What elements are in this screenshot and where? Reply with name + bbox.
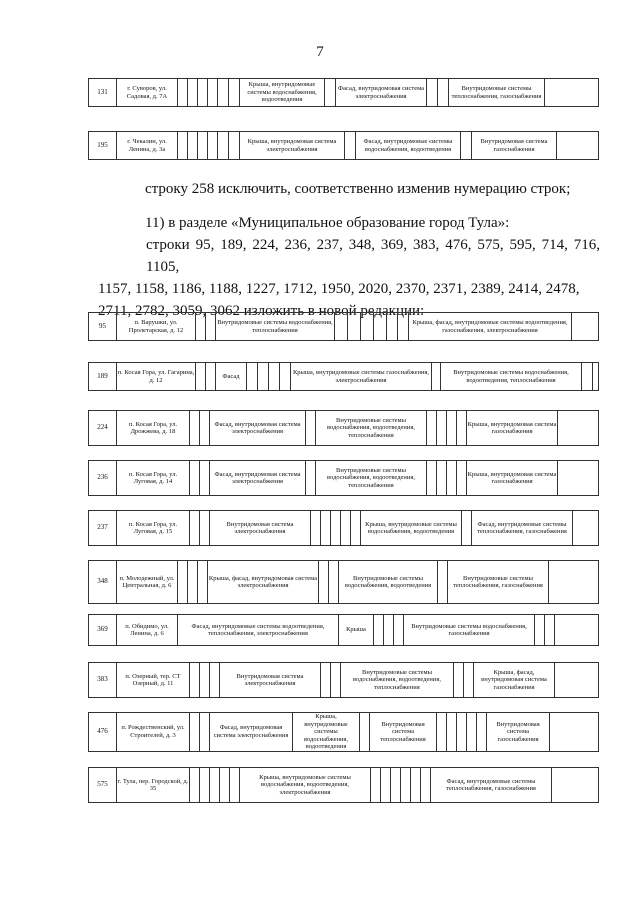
row-work: Крыша, фасад, внутридомовая система электроснабжения: [208, 561, 319, 604]
table-row: [88, 712, 599, 752]
row-work: Внутридомовая система газоснабжения: [487, 713, 550, 752]
paragraph-line: 1157, 1158, 1186, 1188, 1227, 1712, 1950, 2020, 2370, 2371, 2389, 2414, 2478,: [98, 281, 580, 297]
row-work: Фасад, внутридомовые системы водоснабжения, водоотведения: [356, 132, 461, 160]
row-address: п. Косая Гора, ул. Дрожжева, д. 18: [117, 411, 190, 446]
row-work: Внутридомовые системы водоснабжения, теплоснабжения: [216, 313, 335, 341]
row-work: Фасад: [216, 363, 247, 391]
row-work: Крыша, внутридомовая система газоснабжения: [467, 461, 558, 496]
row-work: Крыша, фасад, внутридомовые системы водоотведения, газоснабжения, электроснабжения: [409, 313, 572, 341]
row-address: п. Обидимо, ул. Ленина, д. 6: [117, 615, 178, 646]
row-work: Внутридомовые системы водоснабжения, водоотведения, теплоснабжения: [316, 411, 427, 446]
row-address: п. Варушки, ул. Пролетарская, д. 12: [117, 313, 196, 341]
row-work: Внутридомовые системы теплоснабжения, газоснабжения: [448, 561, 549, 604]
row-work: Внутридомовая система электроснабжения: [220, 663, 321, 698]
table-row: [88, 560, 599, 604]
row-number: 383: [89, 663, 117, 698]
row-work: Крыша, фасад, внутридомовая система газоснабжения: [474, 663, 555, 698]
row-work: Внутридомовые системы водоснабжения, водоотведения, теплоснабжения: [316, 461, 427, 496]
row-number: 95: [89, 313, 117, 341]
row-work: Внутридомовые системы водоснабжения, водоотведения: [339, 561, 438, 604]
row-work: Крыша, внутридомовые системы водоснабжения, водоотведения: [293, 713, 360, 752]
row-address: п. Косая Гора, ул. Гагарина, д. 12: [117, 363, 196, 391]
row-work: Внутридомовая система теплоснабжения: [370, 713, 437, 752]
row-address: г. Суворов, ул. Садовая, д. 7А: [117, 79, 178, 107]
row-work: Фасад, внутридомовые системы водоотведения, теплоснабжения, электроснабжения: [178, 615, 339, 646]
row-work: Внутридомовая система газоснабжения: [472, 132, 557, 160]
row-work: Крыша: [339, 615, 374, 646]
row-number: 348: [89, 561, 117, 604]
row-work: Крыша, внутридомовая система электроснабжения: [240, 132, 345, 160]
row-number: 195: [89, 132, 117, 160]
row-work: Фасад, внутридомовая система электроснабжения: [210, 411, 306, 446]
row-work: Фасад, внутридомовые системы теплоснабжения, газоснабжения: [431, 768, 552, 803]
table-row: [88, 460, 599, 496]
row-work: Внутридомовая система электроснабжения: [210, 511, 311, 546]
row-work: Крыша, внутридомовые системы газоснабжения, электроснабжения: [291, 363, 432, 391]
row-work: Внутридомовые системы теплоснабжения, газоснабжения: [449, 79, 545, 107]
text-rows-paragraph: [98, 234, 600, 322]
row-number: 575: [89, 768, 117, 803]
text-exclude-line: строку 258 исключить, соответственно изменив нумерацию строк;: [145, 181, 571, 197]
row-address: п. Молодежный, ул. Центральная, д. 6: [117, 561, 178, 604]
table-row: [88, 362, 599, 391]
table-row: [88, 767, 599, 803]
row-number: 369: [89, 615, 117, 646]
table-row: [88, 662, 599, 698]
page-number: 7: [316, 44, 324, 60]
row-address: п. Косая Гора, ул. Луговая, д. 15: [117, 511, 190, 546]
row-work: Внутридомовые системы водоснабжения, газоснабжения: [404, 615, 535, 646]
row-work: Фасад, внутридомовые системы теплоснабжения, газоснабжения: [472, 511, 573, 546]
row-work: Крыша, внутридомовые системы водоснабжения, водоотведения: [361, 511, 462, 546]
table-row: [88, 614, 599, 646]
row-address: п. Озерный, тер. СТ Озерный, д. 11: [117, 663, 190, 698]
row-work: Крыша, внутридомовые системы водоснабжения, водоотведения: [240, 79, 325, 107]
row-address: п. Косая Гора, ул. Луговая, д. 14: [117, 461, 190, 496]
row-number: 131: [89, 79, 117, 107]
row-work: Фасад, внутридомовая система электроснабжения: [210, 461, 306, 496]
row-work: Фасад, внутридомовая система электроснабжения: [336, 79, 427, 107]
table-row: [88, 410, 599, 446]
row-work: Внутридомовые системы водоснабжения, водоотведения, теплоснабжения: [441, 363, 582, 391]
row-work: Внутридомовые системы водоснабжения, водоотведения, теплоснабжения: [341, 663, 454, 698]
table-row: [88, 78, 599, 107]
paragraph-line: строки 95, 189, 224, 236, 237, 348, 369, 383, 476, 575, 595, 714, 716, 1105,: [146, 237, 600, 275]
row-number: 224: [89, 411, 117, 446]
table-row: [88, 510, 599, 546]
row-number: 476: [89, 713, 117, 752]
row-work: Фасад, внутридомовая система электроснабжения: [210, 713, 293, 752]
row-number: 237: [89, 511, 117, 546]
row-address: г. Чекалин, ул. Ленина, д. 3а: [117, 132, 178, 160]
paragraph-line: 2711, 2782, 3059, 3062 изложить в новой редакции:: [98, 303, 425, 319]
row-number: 189: [89, 363, 117, 391]
text-section-heading: 11) в разделе «Муниципальное образование город Тула»:: [145, 215, 510, 231]
row-work: Крыша, внутридомовая система газоснабжения: [467, 411, 558, 446]
row-number: 236: [89, 461, 117, 496]
row-address: п. Рождественский, ул. Строителей, д. 3: [117, 713, 190, 752]
row-work: Крыша, внутридомовые системы водоснабжения, водоотведения, электроснабжения: [240, 768, 371, 803]
table-row: [88, 131, 599, 160]
row-address: г. Тула, пер. Городской, д. 35: [117, 768, 190, 803]
table-row: [88, 312, 599, 341]
